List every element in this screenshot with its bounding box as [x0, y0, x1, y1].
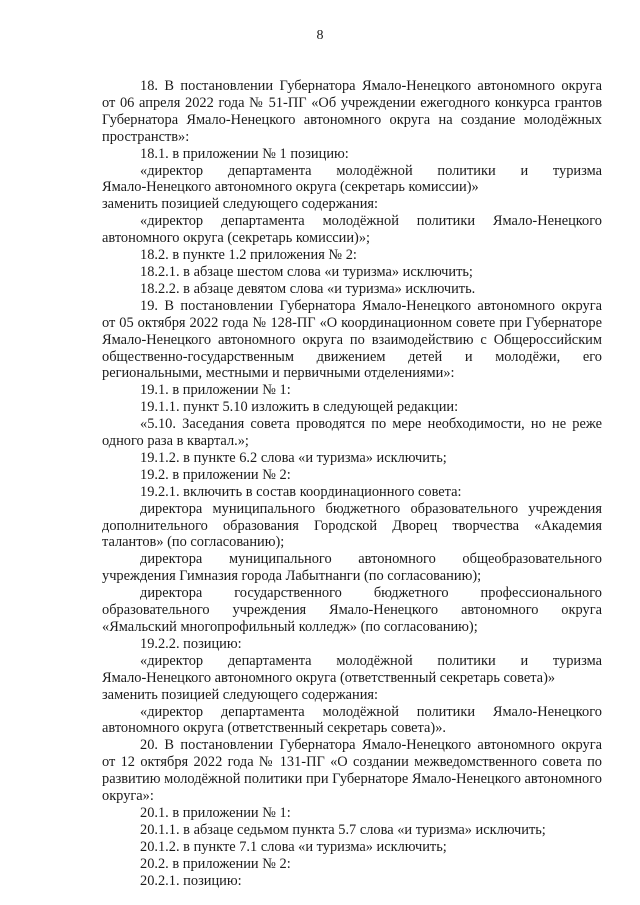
paragraph-5-10: «5.10. Заседания совета проводятся по мере необходимости, но не реже одного раза в квартал.»;: [102, 416, 602, 450]
replace-with-line: заменить позицией следующего содержания:: [102, 196, 379, 213]
paragraph-19-2: 19.2. в приложении № 2:: [140, 466, 291, 483]
paragraph-19-1-1: 19.1.1. пункт 5.10 изложить в следующей редакции:: [140, 399, 459, 416]
quoted-position-new: «директор департамента молодёжной политики Ямало-Ненецкого автономного округа (секретарь комиссии)»;: [102, 213, 602, 247]
paragraph-18-1: 18.1. в приложении № 1 позицию:: [140, 145, 349, 162]
paragraph-20-2: 20.2. в приложении № 2:: [140, 855, 291, 872]
page-number: 8: [316, 28, 324, 43]
document-body: [102, 78, 602, 890]
paragraph-20-2-1: 20.2.1. позицию:: [140, 872, 242, 889]
quoted-position-old-2: «директор департамента молодёжной политики и туризма: [140, 652, 602, 669]
paragraph-18: 18. В постановлении Губернатора Ямало-Ненецкого автономного округа от 06 апреля 2022 года № 51-ПГ «Об учреждении ежегодного конкурса грантов Губернатора Ямало-Ненецкого автономного округа на создание молодёжных пространств»:: [102, 78, 602, 145]
paragraph-20-1: 20.1. в приложении № 1:: [140, 804, 291, 821]
paragraph-20-1-2: 20.1.2. в пункте 7.1 слова «и туризма» исключить;: [140, 838, 447, 855]
paragraph-19-1: 19.1. в приложении № 1:: [140, 382, 291, 399]
paragraph-19-2-2: 19.2.2. позицию:: [140, 635, 242, 652]
paragraph-18-2-1: 18.2.1. в абзаце шестом слова «и туризма» исключить;: [140, 263, 473, 280]
paragraph-18-2: 18.2. в пункте 1.2 приложения № 2:: [140, 247, 357, 264]
paragraph-19-2-1: 19.2.1. включить в состав координационного совета:: [140, 483, 462, 500]
paragraph-19-1-2: 19.1.2. в пункте 6.2 слова «и туризма» исключить;: [140, 449, 447, 466]
replace-with-line-2: заменить позицией следующего содержания:: [102, 686, 379, 703]
quoted-position-new-2: «директор департамента молодёжной политики Ямало-Ненецкого автономного округа (ответственный секретарь совета)».: [102, 703, 602, 737]
member-yamalskiy-kolledzh: директора государственного бюджетного профессионального образовательного учреждения Ямало-Ненецкого автономного округа «Ямальский многопрофильный колледж» (по согласованию);: [102, 585, 602, 635]
paragraph-18-2-2: 18.2.2. в абзаце девятом слова «и туризма» исключить.: [140, 280, 476, 297]
member-akademiya-talantov: директора муниципального бюджетного образовательного учреждения дополнительного образования Городской Дворец творчества «Академия талантов» (по согласованию);: [102, 500, 602, 551]
quoted-position-old: «директор департамента молодёжной политики и туризма: [140, 162, 602, 179]
member-gimnaziya-labytnangi: директора муниципального автономного общеобразовательного учреждения Гимназия города Лабытнанги (по согласованию);: [102, 551, 602, 585]
quoted-position-old-2-cont: Ямало-Ненецкого автономного округа (ответственный секретарь совета)»: [102, 669, 556, 686]
paragraph-20-1-1: 20.1.1. в абзаце седьмом пункта 5.7 слова «и туризма» исключить;: [140, 821, 546, 838]
paragraph-19: 19. В постановлении Губернатора Ямало-Ненецкого автономного округа от 05 октября 2022 года № 128-ПГ «О координационном совете при Губернаторе Ямало-Ненецкого автономного округа по взаимодействию с Общероссийским общественно-государственным движением детей и молодёжи, его региональными, местными и первичными отделениями»:: [102, 297, 602, 382]
quoted-position-old-cont: Ямало-Ненецкого автономного округа (секретарь комиссии)»: [102, 179, 479, 196]
paragraph-20: 20. В постановлении Губернатора Ямало-Ненецкого автономного округа от 12 октября 2022 года № 131-ПГ «О создании межведомственного совета по развитию молодёжной политики при Губернаторе Ямало-Ненецкого автономного округа»:: [102, 737, 602, 805]
